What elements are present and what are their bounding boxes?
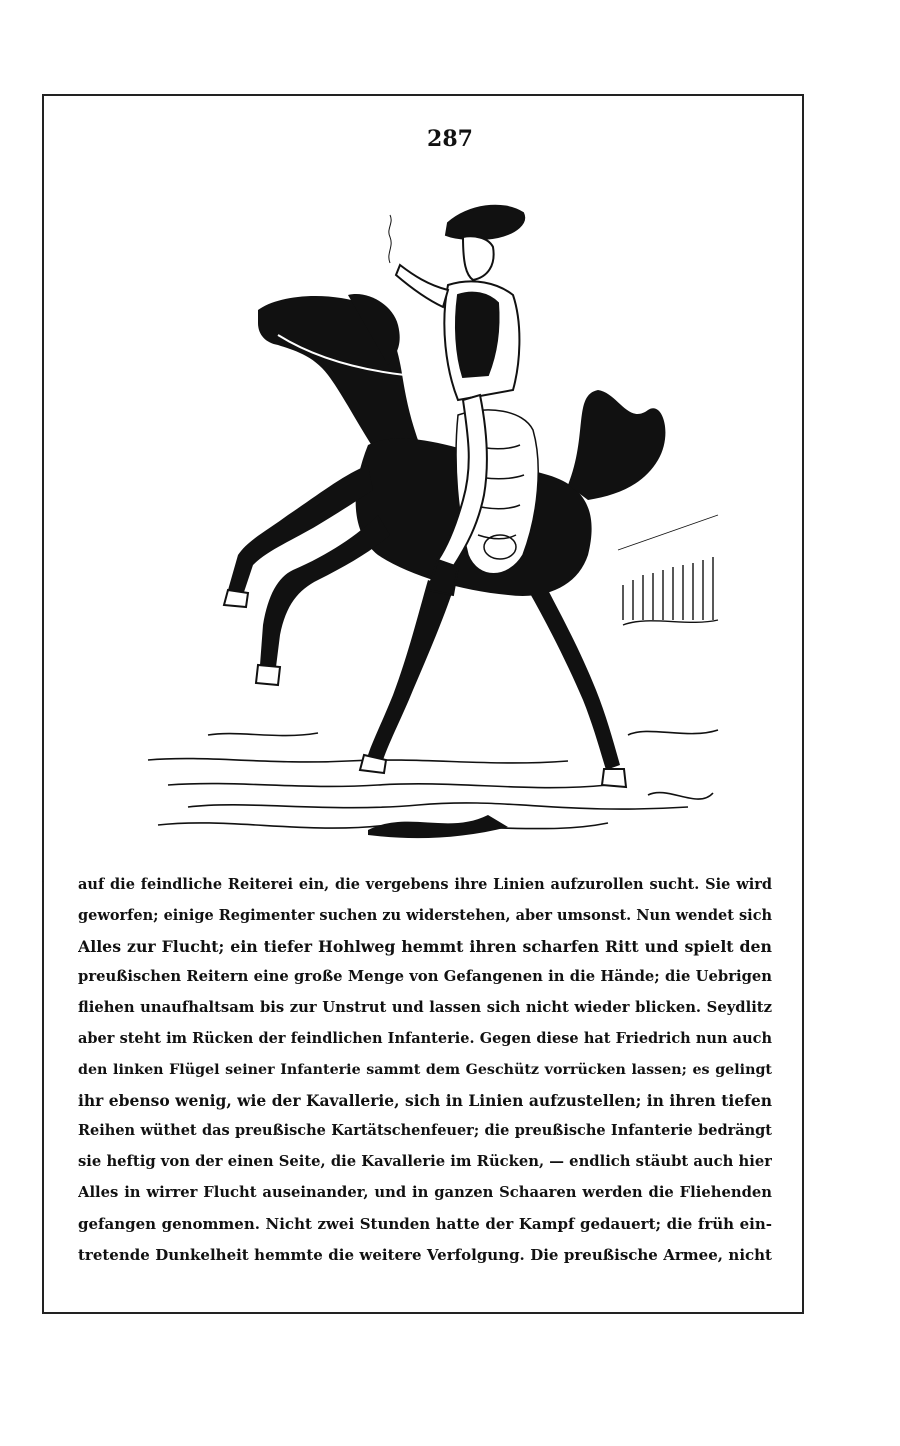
ground-shadow (368, 815, 508, 838)
text-line: sie heftig von der einen Seite, die Kavallerie im Rücken, — endlich stäubt auch hier (78, 1153, 772, 1171)
background-soldiers (618, 515, 718, 625)
text-line: fliehen unaufhaltsam bis zur Unstrut und lassen sich nicht wieder blicken. Seydlitz (78, 999, 772, 1017)
text-line: preußischen Reitern eine große Menge von Gefangenen in die Hände; die Uebrigen (78, 968, 772, 986)
text-line: Reihen wüthet das preußische Kartätschenfeuer; die preußische Infanterie bedrängt (78, 1122, 772, 1140)
text-line: aber steht im Rücken der feindlichen Infanterie. Gegen diese hat Friedrich nun auch (78, 1029, 772, 1047)
smoke-wisp (389, 215, 391, 263)
body-text (78, 870, 772, 1270)
text-line: tretende Dunkelheit hemmte die weitere Verfolgung. Die preußische Armee, nicht (78, 1245, 772, 1264)
text-line: ihr ebenso wenig, wie der Kavallerie, sich in Linien aufzustellen; in ihren tiefen (78, 1090, 772, 1110)
text-line: gefangen genommen. Nicht zwei Stunden hatte der Kampf gedauert; die früh ein- (78, 1214, 772, 1233)
text-line: den linken Flügel seiner Infanterie sammt dem Geschütz vorrücken lassen; es gelingt (78, 1061, 772, 1078)
page-number: 287 (427, 126, 473, 152)
horse (228, 294, 665, 770)
horse-rider-illustration (128, 195, 728, 845)
text-line: Alles zur Flucht; ein tiefer Hohlweg hemmt ihren scharfen Ritt und spielt den (78, 936, 772, 956)
text-line: Alles in wirrer Flucht auseinander, und in ganzen Schaaren werden die Fliehenden (78, 1183, 772, 1201)
text-line: geworfen; einige Regimenter suchen zu widerstehen, aber umsonst. Nun wendet sich (78, 906, 772, 924)
ground-sketch (148, 730, 718, 830)
text-line: auf die feindliche Reiterei ein, die vergebens ihre Linien aufzurollen sucht. Sie wird (78, 876, 772, 893)
